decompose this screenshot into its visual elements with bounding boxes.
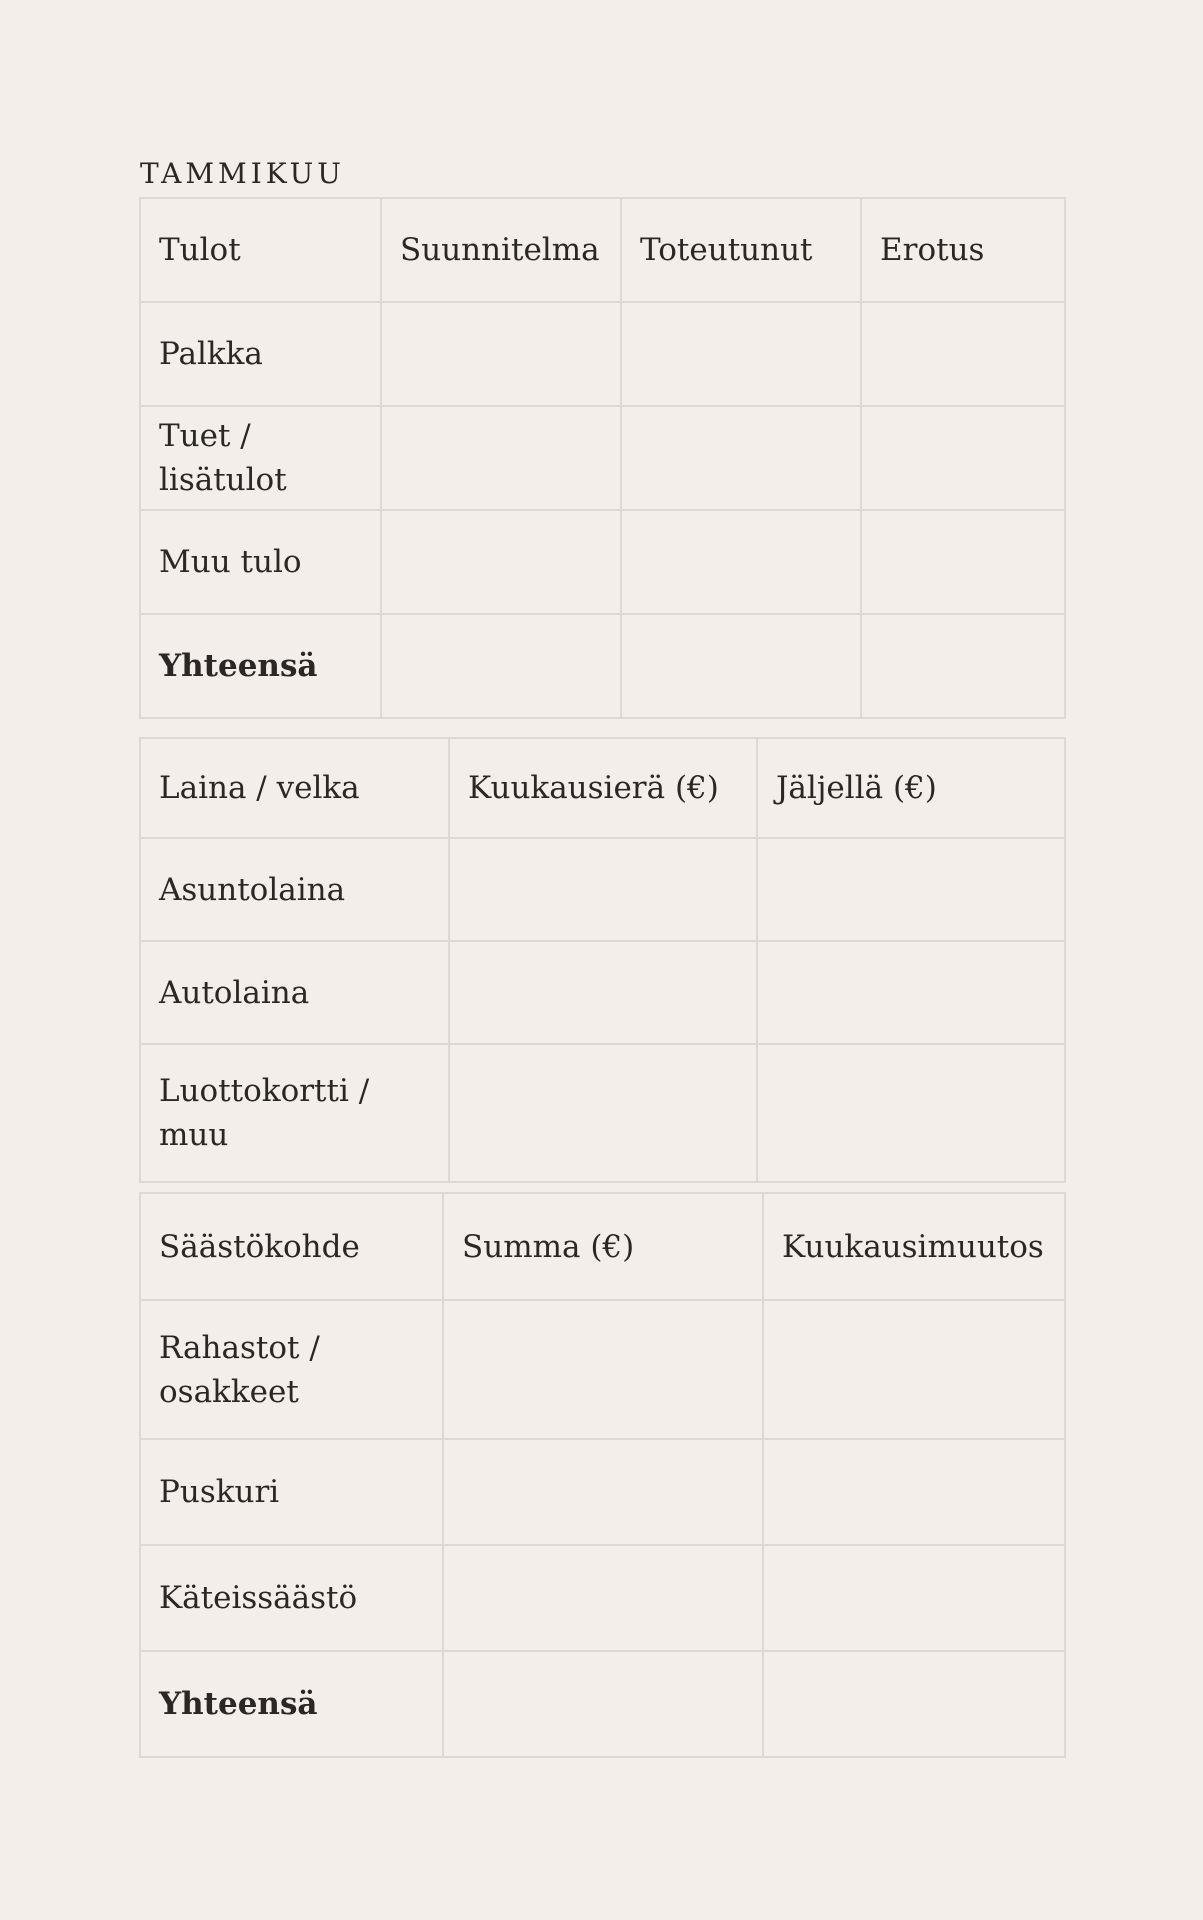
income-total-actual-cell[interactable] (621, 614, 861, 718)
debt-monthly-payment-cell[interactable] (449, 1044, 757, 1182)
table-row (140, 406, 1065, 510)
table-row (140, 1300, 1065, 1439)
income-total-difference-cell[interactable] (861, 614, 1065, 718)
savings-row-label: Käteissäästö (140, 1545, 443, 1651)
table-row (140, 941, 1065, 1044)
income-actual-cell[interactable] (621, 302, 861, 406)
income-total-label: Yhteensä (140, 614, 381, 718)
savings-row-label: Rahastot / osakkeet (140, 1300, 443, 1439)
savings-table (139, 1192, 1066, 1758)
income-difference-cell[interactable] (861, 510, 1065, 614)
savings-header-row (140, 1193, 1065, 1300)
debt-row-label: Luottokortti / muu (140, 1044, 449, 1182)
debt-remaining-cell[interactable] (757, 838, 1065, 941)
income-actual-cell[interactable] (621, 406, 861, 510)
income-total-row (140, 614, 1065, 718)
income-difference-cell[interactable] (861, 302, 1065, 406)
income-row-label: Tuet / lisätulot (140, 406, 381, 510)
savings-monthly-change-cell[interactable] (763, 1439, 1065, 1545)
income-difference-cell[interactable] (861, 406, 1065, 510)
savings-total-label: Yhteensä (140, 1651, 443, 1757)
debt-header-remaining: Jäljellä (€) (757, 738, 1065, 838)
debt-row-label: Asuntolaina (140, 838, 449, 941)
income-header-plan: Suunnitelma (381, 198, 621, 302)
table-row (140, 1439, 1065, 1545)
debt-row-label: Autolaina (140, 941, 449, 1044)
savings-total-monthly-change-cell[interactable] (763, 1651, 1065, 1757)
savings-amount-cell[interactable] (443, 1300, 763, 1439)
income-plan-cell[interactable] (381, 510, 621, 614)
table-row (140, 1044, 1065, 1182)
savings-monthly-change-cell[interactable] (763, 1545, 1065, 1651)
debt-header-loan: Laina / velka (140, 738, 449, 838)
savings-header-target: Säästökohde (140, 1193, 443, 1300)
income-actual-cell[interactable] (621, 510, 861, 614)
savings-row-label: Puskuri (140, 1439, 443, 1545)
income-total-plan-cell[interactable] (381, 614, 621, 718)
income-header-row (140, 198, 1065, 302)
savings-header-monthly-change: Kuukausimuutos (763, 1193, 1065, 1300)
debt-header-row (140, 738, 1065, 838)
debt-header-monthly-payment: Kuukausierä (€) (449, 738, 757, 838)
income-header-difference: Erotus (861, 198, 1065, 302)
savings-monthly-change-cell[interactable] (763, 1300, 1065, 1439)
income-plan-cell[interactable] (381, 302, 621, 406)
income-table (139, 197, 1066, 719)
debt-monthly-payment-cell[interactable] (449, 941, 757, 1044)
income-row-label: Muu tulo (140, 510, 381, 614)
table-row (140, 510, 1065, 614)
table-row (140, 1545, 1065, 1651)
month-title: TAMMIKUU (140, 157, 345, 190)
income-plan-cell[interactable] (381, 406, 621, 510)
table-row (140, 302, 1065, 406)
debt-monthly-payment-cell[interactable] (449, 838, 757, 941)
debt-remaining-cell[interactable] (757, 941, 1065, 1044)
table-row (140, 838, 1065, 941)
savings-total-amount-cell[interactable] (443, 1651, 763, 1757)
debt-remaining-cell[interactable] (757, 1044, 1065, 1182)
savings-header-amount: Summa (€) (443, 1193, 763, 1300)
savings-total-row (140, 1651, 1065, 1757)
income-header-category: Tulot (140, 198, 381, 302)
income-row-label: Palkka (140, 302, 381, 406)
debt-table (139, 737, 1066, 1183)
income-header-actual: Toteutunut (621, 198, 861, 302)
savings-amount-cell[interactable] (443, 1545, 763, 1651)
savings-amount-cell[interactable] (443, 1439, 763, 1545)
